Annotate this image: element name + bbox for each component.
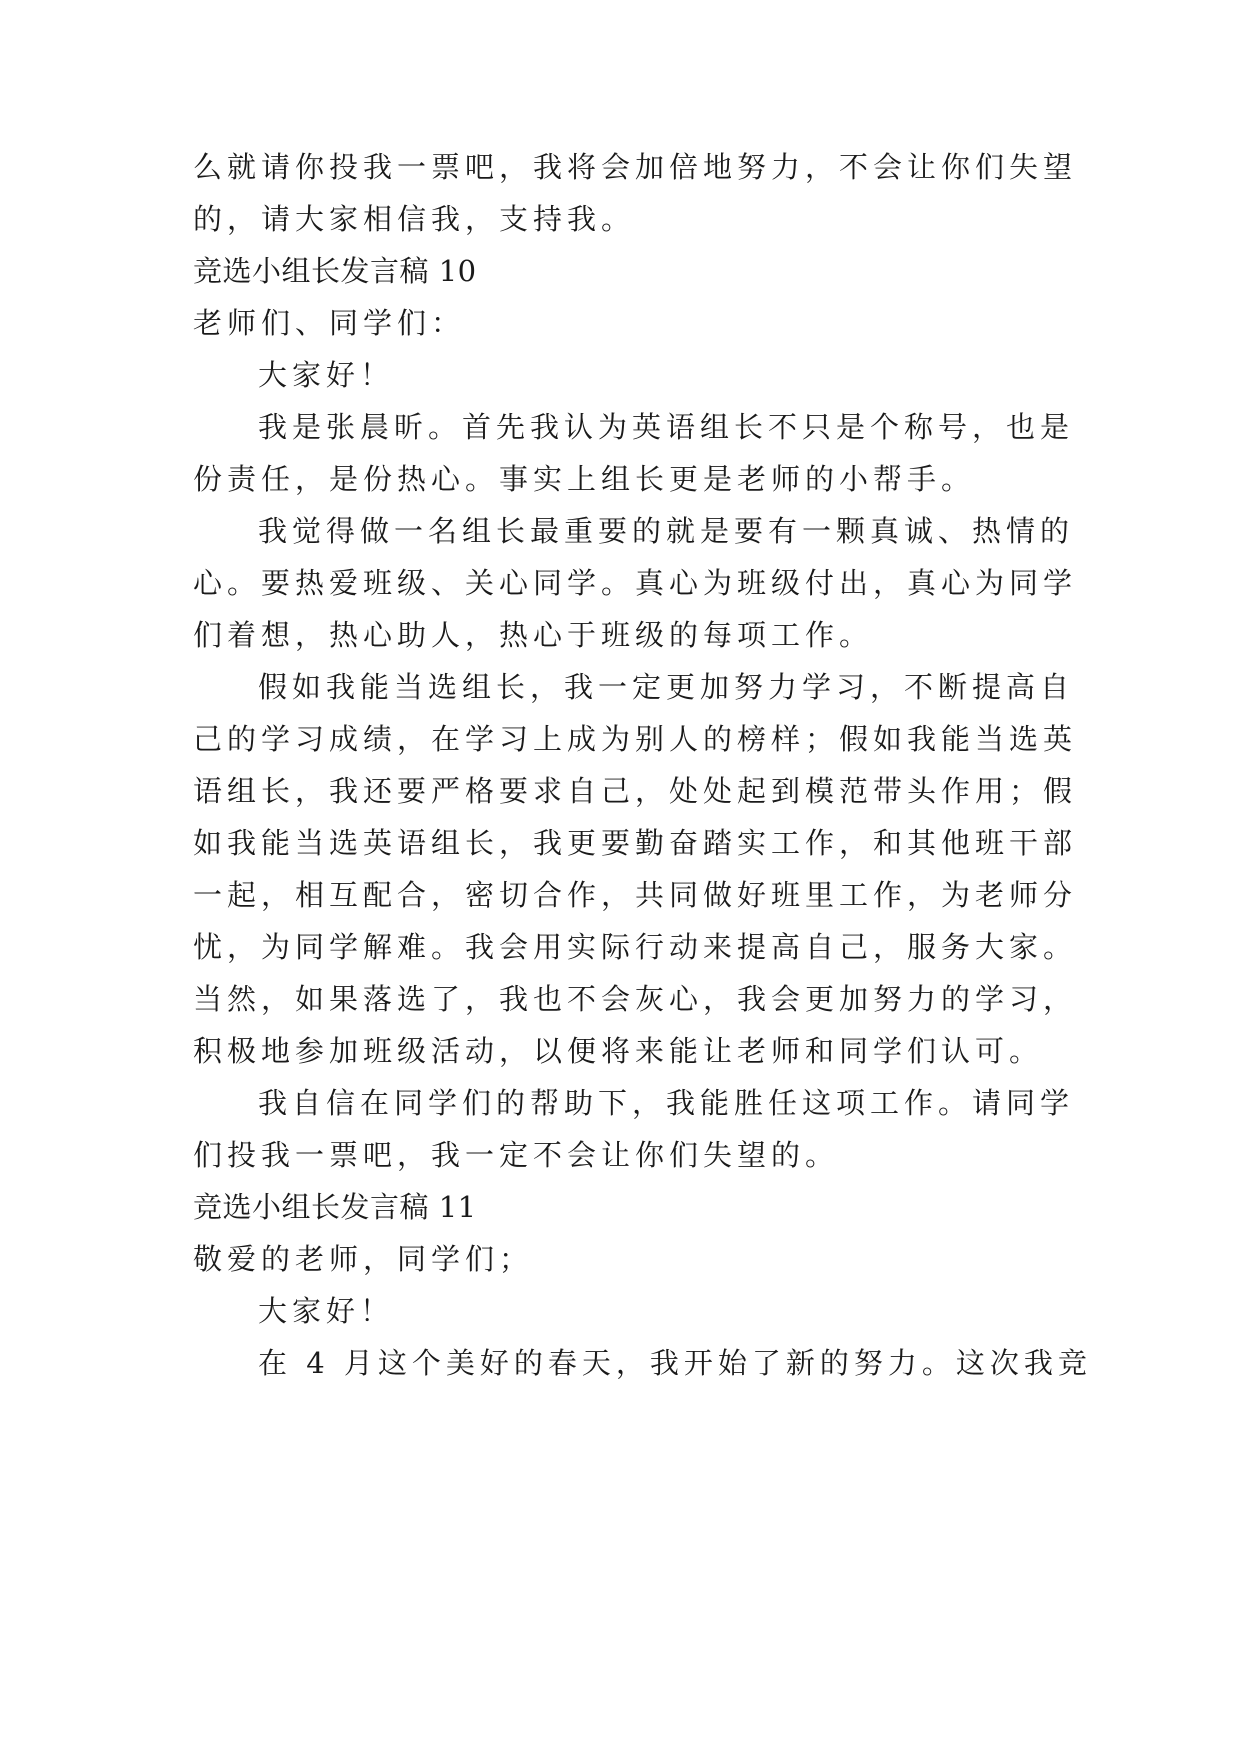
paragraph-line: 忧，为同学解难。我会用实际行动来提高自己，服务大家。 (193, 930, 1078, 964)
greeting: 大家好！ (258, 358, 395, 392)
paragraph-line: 我是张晨昕。首先我认为英语组长不只是个称号，也是 (258, 410, 1075, 444)
salutation: 老师们、同学们： (193, 306, 466, 340)
text-line: 的，请大家相信我，支持我。 (193, 202, 636, 236)
greeting: 大家好！ (258, 1294, 395, 1328)
paragraph-line: 语组长，我还要严格要求自己，处处起到模范带头作用；假 (193, 774, 1078, 808)
paragraph-line: 们着想，热心助人，热心于班级的每项工作。 (193, 618, 874, 652)
section-heading: 竞选小组长发言稿 10 (193, 254, 477, 288)
paragraph-line: 心。要热爱班级、关心同学。真心为班级付出，真心为同学 (193, 566, 1078, 600)
paragraph-line: 在 4 月这个美好的春天，我开始了新的努力。这次我竞 (258, 1346, 1092, 1380)
text-line: 么就请你投我一票吧，我将会加倍地努力，不会让你们失望 (193, 150, 1078, 184)
paragraph-line: 一起，相互配合，密切合作，共同做好班里工作，为老师分 (193, 878, 1078, 912)
salutation: 敬爱的老师，同学们； (193, 1242, 534, 1276)
paragraph-line: 积极地参加班级活动，以便将来能让老师和同学们认可。 (193, 1034, 1044, 1068)
paragraph-line: 我自信在同学们的帮助下，我能胜任这项工作。请同学 (258, 1086, 1075, 1120)
paragraph-line: 如我能当选英语组长，我更要勤奋踏实工作，和其他班干部 (193, 826, 1078, 860)
section-heading: 竞选小组长发言稿 11 (193, 1190, 477, 1224)
paragraph-line: 当然，如果落选了，我也不会灰心，我会更加努力的学习， (193, 982, 1078, 1016)
paragraph-line: 们投我一票吧，我一定不会让你们失望的。 (193, 1138, 840, 1172)
paragraph-line: 份责任，是份热心。事实上组长更是老师的小帮手。 (193, 462, 976, 496)
paragraph-line: 假如我能当选组长，我一定更加努力学习，不断提高自 (258, 670, 1075, 704)
paragraph-line: 己的学习成绩，在学习上成为别人的榜样；假如我能当选英 (193, 722, 1078, 756)
paragraph-line: 我觉得做一名组长最重要的就是要有一颗真诚、热情的 (258, 514, 1075, 548)
